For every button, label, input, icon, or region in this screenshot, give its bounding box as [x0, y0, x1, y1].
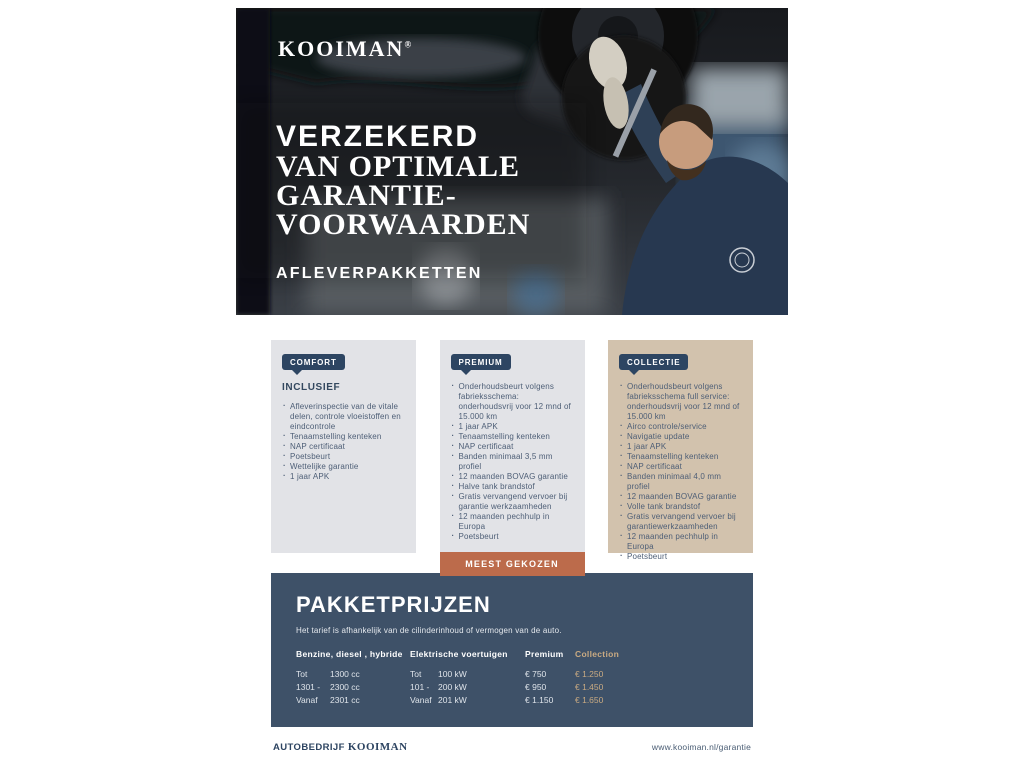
footer-brand-serif: KOOIMAN [347, 741, 408, 753]
package-card-comfort [271, 340, 416, 553]
package-item: · Poetsbeurt [282, 452, 405, 462]
package-item: · Tenaamstelling kenteken [451, 432, 574, 442]
ev-range-value: 200 kW [438, 682, 467, 692]
kooiman-logo [278, 36, 411, 62]
page-footer [236, 741, 788, 753]
pricing-section [271, 573, 753, 727]
package-item: · Poetsbeurt [451, 532, 574, 542]
collection-price: € 1.650 [575, 695, 604, 705]
headline-line-1: VERZEKERD [276, 120, 480, 153]
package-item: · Banden minimaal 4,0 mm profiel [619, 472, 742, 492]
pricing-row [296, 681, 728, 694]
pricing-title: PAKKETPRIJZEN [296, 592, 491, 617]
package-item: · Wettelijke garantie [282, 462, 405, 472]
premium-items [451, 382, 574, 542]
collection-price: € 1.250 [575, 669, 604, 679]
premium-tag: PREMIUM [451, 354, 511, 370]
premium-price: € 950 [525, 682, 547, 692]
package-item: · Halve tank brandstof [451, 482, 574, 492]
comfort-items [282, 402, 405, 482]
footer-url[interactable]: www.kooiman.nl/garantie [651, 742, 751, 752]
package-item: · Gratis vervangend vervoer bij garantie werkzaamheden [451, 492, 574, 512]
package-item: · Onderhoudsbeurt volgens fabrieksschema: onderhoudsvrij voor 12 mnd of 15.000 km [451, 382, 574, 422]
fuel-cell [296, 681, 410, 694]
fuel-range-label: 1301 - [296, 682, 321, 692]
package-item: · 12 maanden pechhulp in Europa [619, 532, 742, 552]
package-item: · 1 jaar APK [451, 422, 574, 432]
ev-cell [410, 668, 525, 681]
fuel-cell [296, 694, 410, 707]
pricing-subtitle: Het tarief is afhankelijk van de cilinderinhoud of vermogen van de auto. [296, 626, 562, 635]
tag-tail-icon [292, 370, 302, 375]
fuel-range-value: 1300 cc [330, 669, 360, 679]
collection-price: € 1.450 [575, 682, 604, 692]
comfort-heading: INCLUSIEF [282, 382, 341, 393]
fuel-range-value: 2301 cc [330, 695, 360, 705]
col-header-collection: Collection [575, 649, 620, 659]
package-item: · 12 maanden BOVAG garantie [451, 472, 574, 482]
footer-brand-bold: AUTOBEDRIJF [273, 742, 345, 753]
hero-subheadline: AFLEVERPAKKETTEN [276, 265, 483, 282]
package-item: · Volle tank brandstof [619, 502, 742, 512]
col-header-ev: Elektrische voertuigen [410, 649, 508, 659]
package-item: · Poetsbeurt [619, 552, 742, 562]
ev-range-label: Vanaf [410, 695, 432, 705]
pricing-row [296, 668, 728, 681]
ev-range-label: 101 - [410, 682, 430, 692]
package-item: · Onderhoudsbeurt volgens fabrieksschema full service: onderhoudsvrij voor 12 mnd of 15.000 km [619, 382, 742, 422]
package-item: · Banden minimaal 3,5 mm profiel [451, 452, 574, 472]
comfort-tag: COMFORT [282, 354, 345, 370]
package-card-premium [440, 340, 585, 569]
package-item: · 12 maanden pechhulp in Europa [451, 512, 574, 532]
package-item: · Navigatie update [619, 432, 742, 442]
package-item: · NAP certificaat [282, 442, 405, 452]
collectie-items [619, 382, 742, 562]
hero-headline [276, 122, 530, 239]
registered-mark-icon: ® [404, 39, 412, 50]
headline-line-2: VAN OPTIMALE [276, 150, 520, 183]
pricing-table [296, 648, 728, 707]
package-card-collectie [608, 340, 753, 561]
fuel-range-value: 2300 cc [330, 682, 360, 692]
package-item: · Airco controle/service [619, 422, 742, 432]
logo-text: KOOIMAN [278, 36, 405, 61]
package-item: · Afleverinspectie van de vitale delen, controle vloeistoffen en eindcontrole [282, 402, 405, 432]
package-item: · 1 jaar APK [282, 472, 405, 482]
fuel-range-label: Tot [296, 669, 308, 679]
premium-price: € 750 [525, 669, 547, 679]
pricing-header-row [296, 648, 728, 661]
collectie-tag: COLLECTIE [619, 354, 688, 370]
headline-line-4: VOORWAARDEN [276, 208, 531, 241]
tag-tail-icon [629, 370, 639, 375]
headline-line-3: GARANTIE- [276, 179, 457, 212]
package-item: · Tenaamstelling kenteken [619, 452, 742, 462]
fuel-range-label: Vanaf [296, 695, 318, 705]
meest-gekozen-banner: MEEST GEKOZEN [440, 552, 585, 576]
package-item: · Tenaamstelling kenteken [282, 432, 405, 442]
pricing-row [296, 694, 728, 707]
fuel-cell [296, 668, 410, 681]
col-header-premium: Premium [525, 649, 564, 659]
ev-cell [410, 694, 525, 707]
ev-range-value: 100 kW [438, 669, 467, 679]
package-item: · 12 maanden BOVAG garantie [619, 492, 742, 502]
ev-range-value: 201 kW [438, 695, 467, 705]
flyer-page [236, 8, 788, 753]
footer-brand [273, 741, 408, 753]
package-item: · 1 jaar APK [619, 442, 742, 452]
premium-price: € 1.150 [525, 695, 554, 705]
package-item: · NAP certificaat [451, 442, 574, 452]
tag-tail-icon [461, 370, 471, 375]
hero-section [236, 8, 788, 315]
package-cards-row [236, 340, 788, 569]
package-item: · Gratis vervangend vervoer bij garantiewerkzaamheden [619, 512, 742, 532]
package-item: · NAP certificaat [619, 462, 742, 472]
col-header-fuel: Benzine, diesel , hybride [296, 649, 403, 659]
ev-range-label: Tot [410, 669, 422, 679]
ev-cell [410, 681, 525, 694]
